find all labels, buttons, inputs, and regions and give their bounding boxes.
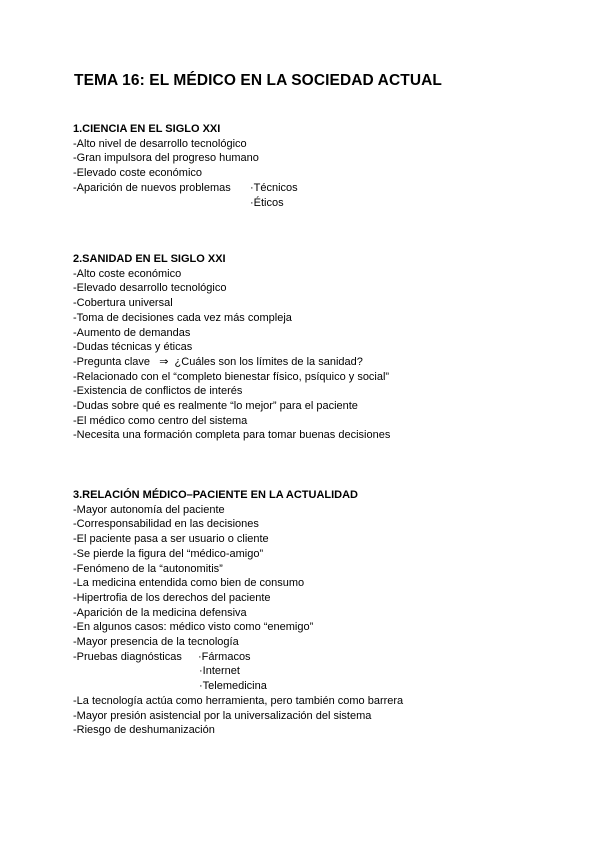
list-item: -Fenómeno de la “autonomitis” xyxy=(73,562,223,575)
sub-item: ·Telemedicina xyxy=(199,680,267,693)
list-item: -Dudas sobre qué es realmente “lo mejor” para el paciente xyxy=(73,400,358,413)
section-heading: 1.CIENCIA EN EL SIGLO XXI xyxy=(73,123,221,135)
list-item: -La medicina entendida como bien de consumo xyxy=(73,577,305,590)
list-item: -Aparición de nuevos problemas xyxy=(73,181,231,194)
list-item: -Aumento de demandas xyxy=(73,326,191,339)
section-sanidad xyxy=(73,252,543,443)
list-item: -El paciente pasa a ser usuario o cliente xyxy=(73,533,269,546)
list-item: -Pruebas diagnósticas xyxy=(73,650,182,663)
list-item: -Toma de decisiones cada vez más compleja xyxy=(73,311,292,324)
section-relacion xyxy=(73,488,543,738)
list-item: -Existencia de conflictos de interés xyxy=(73,385,243,398)
list-item: -Alto nivel de desarrollo tecnológico xyxy=(73,137,247,150)
list-item: -Se pierde la figura del “médico-amigo” xyxy=(73,547,264,560)
list-item: -Alto coste económico xyxy=(73,267,182,280)
list-item: -Dudas técnicas y éticas xyxy=(73,341,193,354)
sub-item: ·Fármacos xyxy=(198,650,251,663)
list-item: -Cobertura universal xyxy=(73,297,173,310)
list-item: -Corresponsabilidad en las decisiones xyxy=(73,518,259,531)
list-item: -La tecnología actúa como herramienta, pero también como barrera xyxy=(73,694,404,707)
list-item: -Pregunta clave ⇒ ¿Cuáles son los límites de la sanidad? xyxy=(73,355,363,368)
sub-item: ·Éticos xyxy=(250,196,284,209)
list-item: -Mayor autonomía del paciente xyxy=(73,503,225,516)
sub-item: ·Internet xyxy=(199,665,240,678)
section-ciencia xyxy=(73,122,533,218)
list-item: -Elevado desarrollo tecnológico xyxy=(73,282,227,295)
list-item: -El médico como centro del sistema xyxy=(73,414,248,427)
page-title: TEMA 16: EL MÉDICO EN LA SOCIEDAD ACTUAL xyxy=(74,72,442,89)
list-item: -Elevado coste económico xyxy=(73,167,203,180)
list-item: -Gran impulsora del progreso humano xyxy=(73,152,259,165)
section-heading: 3.RELACIÓN MÉDICO–PACIENTE EN LA ACTUALIDAD xyxy=(73,489,358,501)
list-item: -Riesgo de deshumanización xyxy=(73,724,215,737)
list-item: -En algunos casos: médico visto como “enemigo” xyxy=(73,621,314,634)
list-item: -Mayor presencia de la tecnología xyxy=(73,636,239,649)
list-item: -Hipertrofia de los derechos del paciente xyxy=(73,591,271,604)
list-item: -Necesita una formación completa para tomar buenas decisiones xyxy=(73,429,391,442)
section-heading: 2.SANIDAD EN EL SIGLO XXI xyxy=(73,253,226,265)
list-item: -Mayor presión asistencial por la universalización del sistema xyxy=(73,709,372,722)
list-item: -Relacionado con el “completo bienestar físico, psíquico y social” xyxy=(73,370,390,383)
list-item: -Aparición de la medicina defensiva xyxy=(73,606,247,619)
sub-item: ·Técnicos xyxy=(250,181,298,194)
